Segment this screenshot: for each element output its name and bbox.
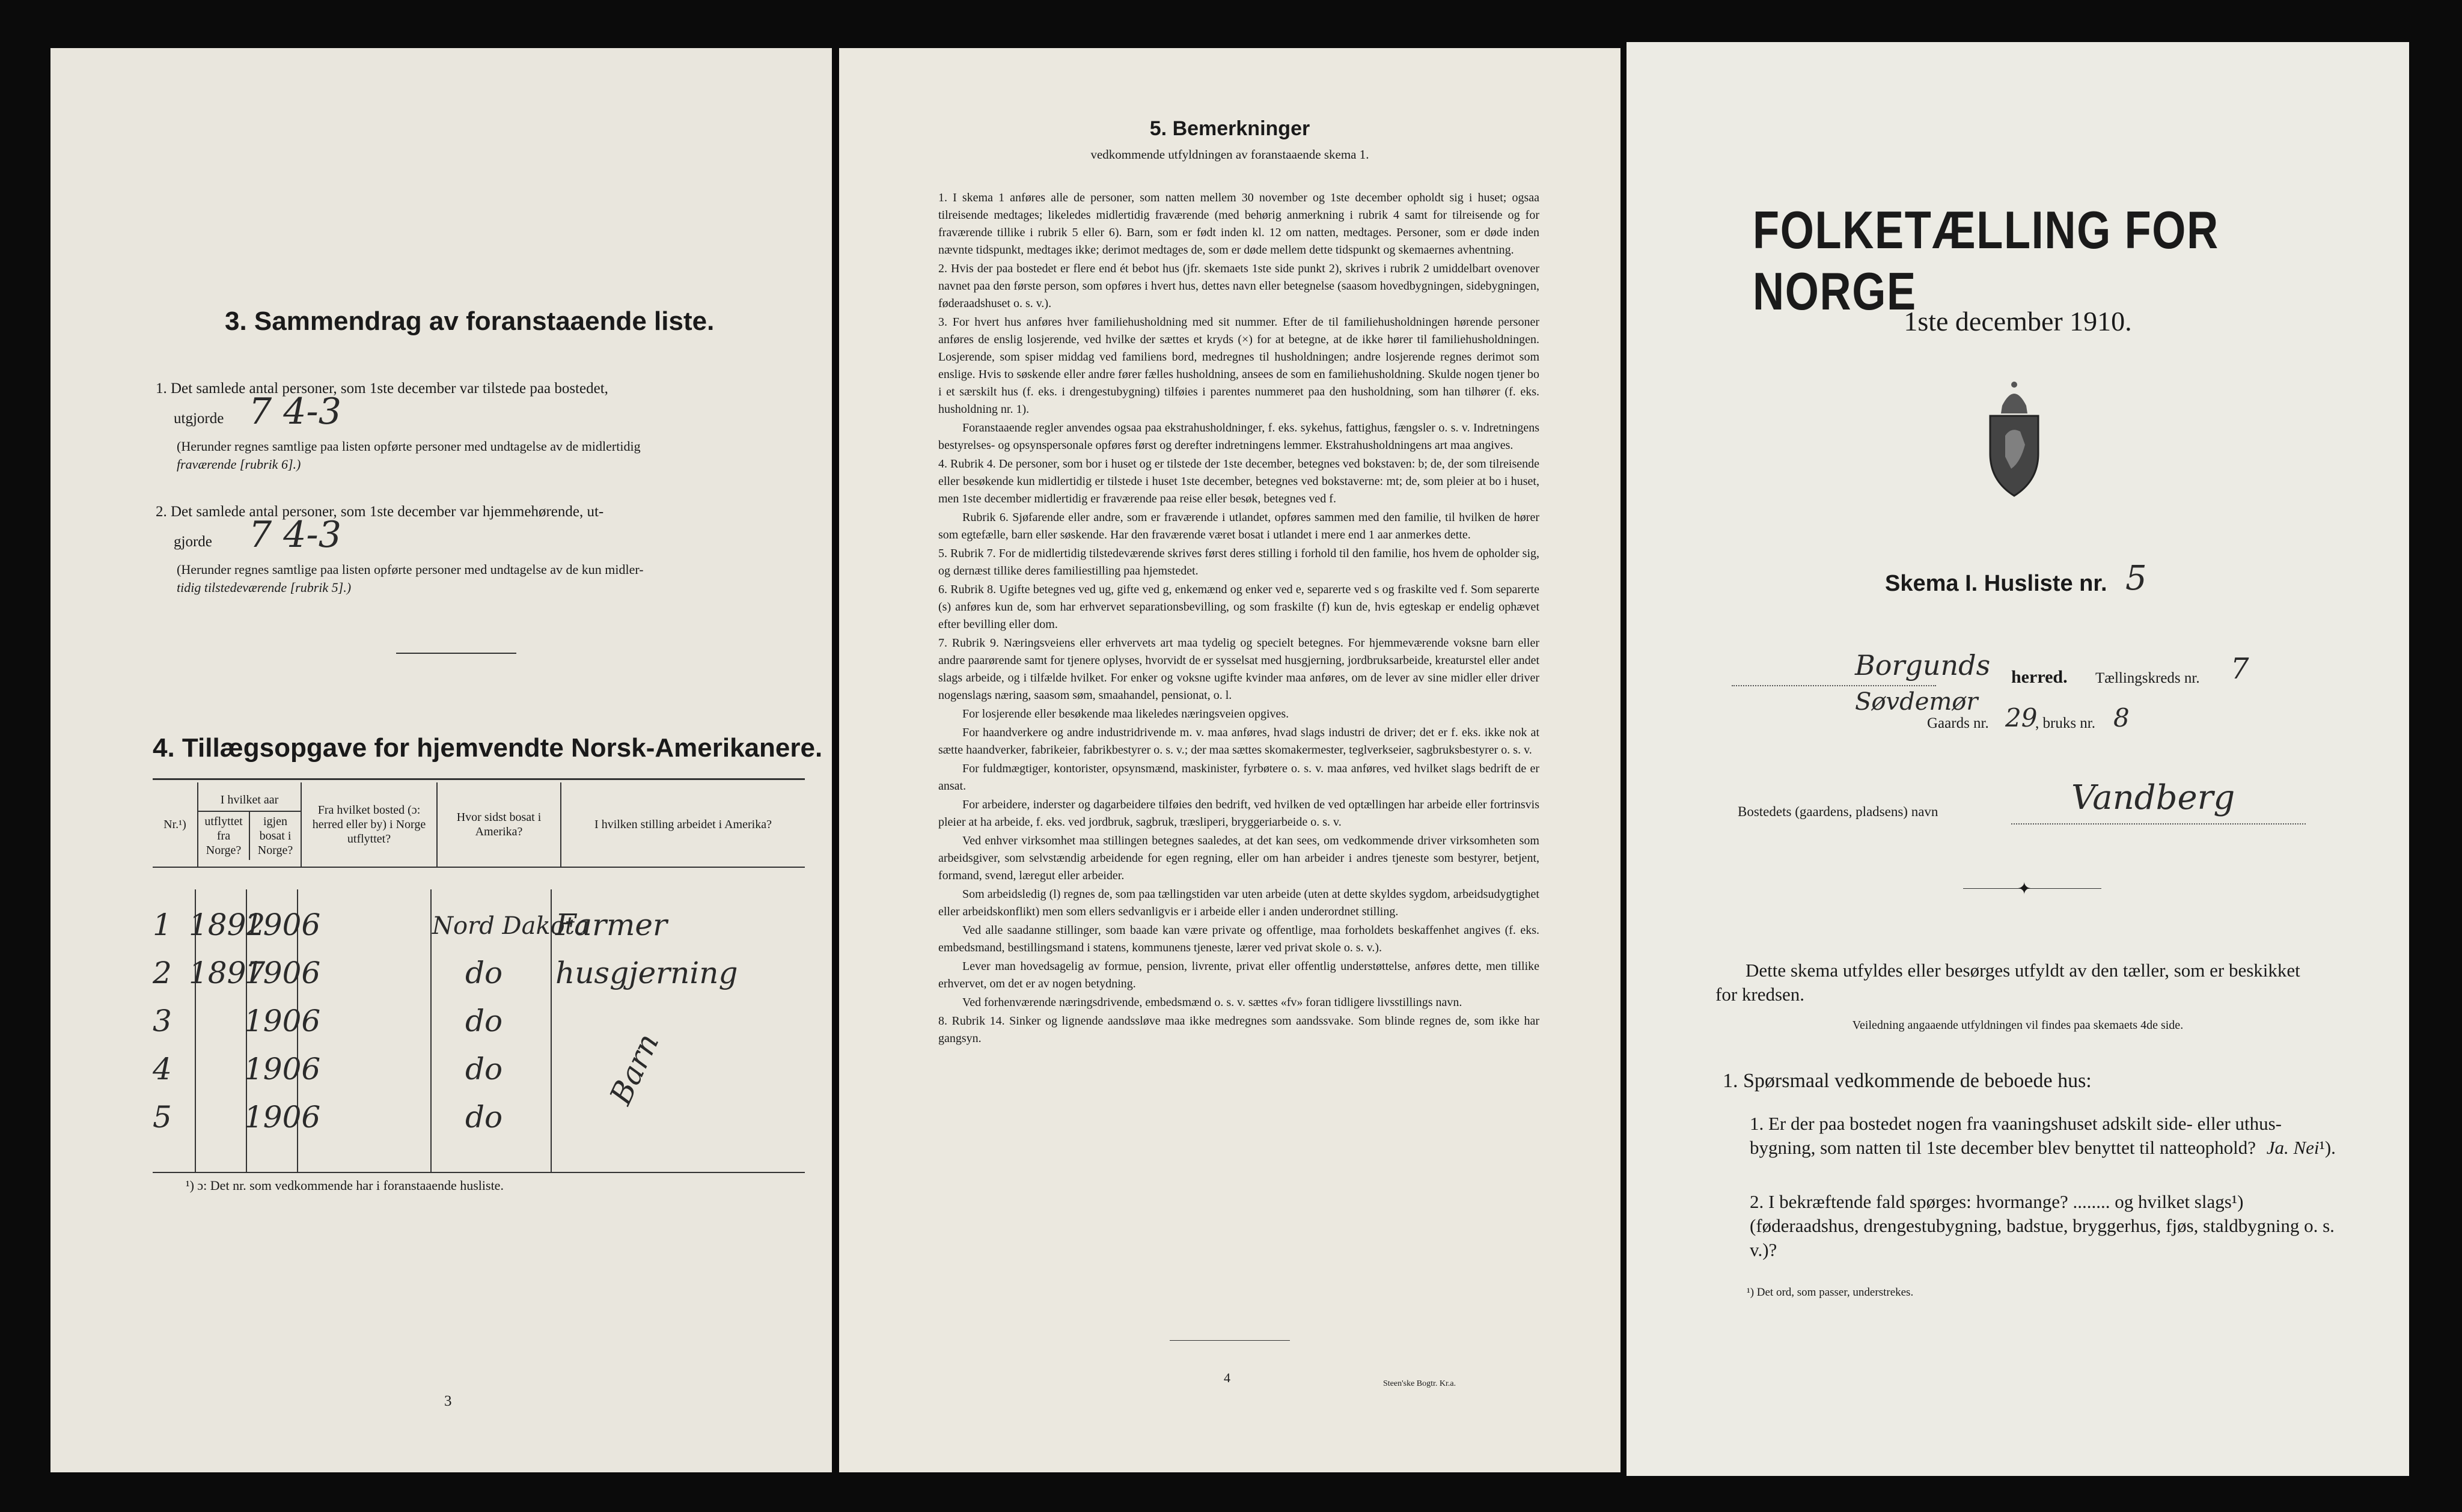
herred-label: herred. bbox=[2011, 667, 2068, 687]
guide-text: Veiledning angaaende utfyldningen vil findes paa skemaets 4de side. bbox=[1852, 1019, 2184, 1032]
bruks-value: 8 bbox=[2113, 703, 2130, 733]
right-page bbox=[1627, 42, 2409, 1476]
item1-line1: 1. Det samlede antal personer, som 1ste december var tilstede paa bostedet, bbox=[156, 380, 608, 397]
remark-paragraph: Rubrik 6. Sjøfarende eller andre, som er fraværende i utlandet, opføres sammen med den familie, til hvilken de hører som egtefælle, barn eller søskende. Har den fraværende været bosat i utlandet i mere end 1 aar anmerkes dette. bbox=[938, 511, 1539, 541]
remark-paragraph: For losjerende eller besøkende maa likeledes næringsveien opgives. bbox=[962, 707, 1289, 721]
item1-value: 7 4-3 bbox=[249, 391, 341, 433]
section3-title: 3. Sammendrag av foranstaaende liste. bbox=[225, 306, 715, 336]
col-back: igjen bosat i Norge? bbox=[249, 812, 301, 860]
row-where: do bbox=[465, 956, 503, 990]
col-year-group bbox=[198, 782, 301, 867]
gaards-label: Gaards nr. bbox=[1927, 715, 1989, 731]
question-1-text: 1. Er der paa bostedet nogen fra vaaningshuset adskilt side- eller uthus-bygning, som natten til 1ste december blev benyttet til natteophold? bbox=[1750, 1113, 2282, 1158]
page-number: 4 bbox=[1224, 1370, 1230, 1385]
divider bbox=[396, 653, 516, 654]
census-title: FOLKETÆLLING FOR NORGE bbox=[1753, 200, 2219, 321]
row-job: Barn bbox=[603, 1028, 666, 1110]
row-job: husgjerning bbox=[555, 956, 738, 990]
row-where: Nord Dakota bbox=[432, 912, 589, 940]
remark-paragraph: For fuldmægtiger, kontorister, opsynsmænd, maskinister, fyrbøtere o. s. v. maa anføres, ved hvilket slags bedrift de er ansat. bbox=[938, 762, 1539, 793]
printer-mark: Steen'ske Bogtr. Kr.a. bbox=[1383, 1379, 1456, 1388]
census-date: 1ste december 1910. bbox=[1904, 306, 2132, 337]
header-group: I hvilket aar bbox=[198, 789, 301, 812]
footnote: ¹) ɔ: Det nr. som vedkommende har i foranstaaende husliste. bbox=[186, 1178, 504, 1193]
remark-paragraph: 8. Rubrik 14. Sinker og lignende aandssløve maa ikke medregnes som aandssvake. Som blinde regnes de, som ikke har gangsyn. bbox=[938, 1014, 1539, 1045]
item2-line1: 2. Det samlede antal personer, som 1ste december var hjemmehørende, ut- bbox=[156, 504, 604, 520]
remark-paragraph: For arbeidere, inderster og dagarbeidere tilføies den bedrift, ved hvilken de ved optællingen har arbeide eller fortrinsvis pleier at ha arbeide, f. eks. ved jordbruk, sagbruk, træsliperi, bryggeriarbeide o. s. v. bbox=[938, 798, 1539, 829]
question-2: 2. I bekræftende fald spørges: hvormange? ........ og hvilket slags¹) (føderaadshus, drengestubygning, badstue, bryggerhus, fjøs, staldbygning o. s. v.)? bbox=[1750, 1191, 2335, 1260]
col-job: I hvilken stilling arbeidet i Amerika? bbox=[561, 782, 805, 867]
remark-paragraph: Ved forhenværende næringsdrivende, embedsmænd o. s. v. sættes «fv» foran tidligere livsstillings navn. bbox=[962, 996, 1462, 1009]
row-nr: 5 bbox=[153, 1100, 172, 1135]
row-back: 1906 bbox=[244, 956, 321, 990]
schema-nr: 5 bbox=[2125, 559, 2147, 598]
bruks-label: , bruks nr. bbox=[2035, 715, 2095, 731]
krets-label: Tællingskreds nr. bbox=[2095, 670, 2200, 686]
remark-paragraph: Foranstaaende regler anvendes ogsaa paa ekstrahusholdninger, f. eks. sykehus, fattighus, fængsler o. s. v. Indretningens bestyrelses- og opsynspersonale opføres først og derefter indretningens lemmer. Ekstrahusholdningens art maa angives. bbox=[938, 421, 1539, 452]
item2-note-b: tidig tilstedeværende [rubrik 5].) bbox=[177, 580, 352, 595]
remarks-body bbox=[938, 189, 1539, 1049]
row-nr: 3 bbox=[153, 1004, 172, 1038]
col-where: Hvor sidst bosat i Amerika? bbox=[437, 782, 561, 867]
middle-page bbox=[839, 48, 1620, 1472]
bosted-value: Vandberg bbox=[2071, 778, 2235, 817]
item2-value: 7 4-3 bbox=[249, 514, 341, 556]
row-back: 1906 bbox=[244, 907, 321, 942]
item1-note-b: fraværende [rubrik 6].) bbox=[177, 457, 301, 472]
remarks-title: 5. Bemerkninger bbox=[1149, 117, 1310, 140]
intro-text: Dette skema utfyldes eller besørges utfyldt av den tæller, som er beskikket for kredsen. bbox=[1715, 960, 2300, 1005]
table-body bbox=[153, 889, 805, 1172]
ornament-icon: ✦ bbox=[2017, 880, 2032, 898]
row-where: do bbox=[465, 1052, 503, 1087]
divider bbox=[1963, 888, 2101, 889]
row-nr: 1 bbox=[153, 907, 172, 942]
remark-paragraph: 4. Rubrik 4. De personer, som bor i huset og er tilstede der 1ste december, betegnes ved bokstaven: b; de, der som tilreisende eller besøkende kun midlertidig er tilstede i huset 1ste december, betegnes ved bokstaverne: mt; de, som pleier at bo i huset, men 1ste december midlertidig er fraværende paa reise eller besøk, betegnes ved f. bbox=[938, 457, 1539, 505]
remarks-subtitle: vedkommende utfyldningen av foranstaaende skema 1. bbox=[1090, 147, 1369, 162]
item1-prefix: utgjorde bbox=[174, 410, 224, 427]
col-nr: Nr.¹) bbox=[153, 782, 198, 867]
row-out: 1897 bbox=[189, 956, 266, 990]
row-back: 1906 bbox=[244, 1052, 321, 1087]
footnote: ¹) Det ord, som passer, understrekes. bbox=[1747, 1286, 1914, 1299]
col-out: utflyttet fra Norge? bbox=[204, 815, 243, 857]
remark-paragraph: 2. Hvis der paa bostedet er flere end ét bebot hus (jfr. skemaets 1ste side punkt 2), skrives i rubrik 2 umiddelbart ovenover navnet paa den første person, som opføres i hvert hus, dettes navn eller betegnelse (saasom hovedbygningen, sidebygningen, føderaadshuset o. s. v.). bbox=[938, 262, 1539, 310]
section4-title: 4. Tillægsopgave for hjemvendte Norsk-Amerikanere. bbox=[153, 733, 823, 763]
schema-label: Skema I. Husliste nr. bbox=[1885, 571, 2107, 596]
table-top-rule bbox=[153, 778, 805, 780]
remark-paragraph: 3. For hvert hus anføres hver familiehusholdning med sit nummer. Efter de til familiehusholdningen hørende personer anføres de enslig losjerende, ved hvilke der sættes et kryds (×) for at betegne, at de ikke hører til familiehusholdningen. Losjerende, som spiser middag ved familiens bord, medregnes til husholdningen; andre losjerende regnes derimot som enslige. Hvis to søskende eller andre fører fælles husholdning, ansees de som en familiehusholdning. Skulde nogen tjener bo i et særskilt hus (f. eks. i drengestubygning) tilføies i parentes nummeret paa den husholdning, som han tilhører (f. eks. husholdning nr. 1). bbox=[938, 316, 1539, 416]
krets-value: 7 bbox=[2231, 652, 2249, 686]
remark-paragraph: 5. Rubrik 7. For de midlertidig tilstedeværende skrives først deres stilling i forhold til den familie, hos hvem de opholder sig, og dernæst tillike deres familiestilling paa hjemstedet. bbox=[938, 547, 1539, 578]
remark-paragraph: 6. Rubrik 8. Ugifte betegnes ved ug, gifte ved g, enkemænd og enker ved e, separerte ved s og fraskilte ved f. Som separerte (s) anføres kun de, som har erhvervet separationsbevilling, og som fraskilte (f) kun de, hvis egteskap er endelig ophævet efter bevilling eller dom. bbox=[938, 583, 1539, 631]
remark-paragraph: 1. I skema 1 anføres alle de personer, som natten mellem 30 november og 1ste december opholdt sig i huset; ogsaa tilreisende medtages; likeledes midlertidig fraværende (med behørig anmerkning i rubrik 4 samt for tilreisende og for fraværende tillike i rubrik 5 eller 6). Barn, som er født inden kl. 12 om natten, medtages. Personer, som er døde inden nævnte tidspunkt, medtages ikke; derimot medtages de, som er døde mellem dette tidspunkt og skemaernes avhentning. bbox=[938, 191, 1539, 257]
row-nr: 2 bbox=[153, 956, 172, 990]
divider bbox=[1170, 1340, 1290, 1341]
remark-paragraph: For haandverkere og andre industridrivende m. v. maa anføres, hvad slags industri de driver; det er f. eks. ikke nok at sætte haandverker, fabrikeier, fabrikbestyrer o. s. v.; der maa sættes skomakermester, teglverkseier, sagbruksbestyrer o. s. v. bbox=[938, 726, 1539, 757]
remark-paragraph: 7. Rubrik 9. Næringsveiens eller erhvervets art maa tydelig og specielt betegnes. For hjemmeværende voksne barn eller andre paarørende samt for tjenere oplyses, hvorvidt de er sysselsat med husgjerning, jordbruksarbeide, kreaturstel eller andet slags arbeide, og i tilfælde hvilket. For enker og voksne ugifte kvinder maa anføres, om de lever av sine midler eller driver nogenslags næring, saasom søm, smaahandel, pensionat, o. l. bbox=[938, 636, 1539, 702]
page-number: 3 bbox=[444, 1393, 452, 1409]
item1-note-a: (Herunder regnes samtlige paa listen opførte personer med undtagelse av de midlertidig bbox=[177, 439, 641, 454]
row-where: do bbox=[465, 1004, 503, 1038]
americans-table bbox=[153, 782, 805, 868]
row-back: 1906 bbox=[244, 1100, 321, 1135]
remark-paragraph: Lever man hovedsagelig av formue, pension, livrente, privat eller offentlig understøttelse, anføres dette, men tillike erhvervet, om det er av nogen betydning. bbox=[938, 960, 1539, 990]
row-back: 1906 bbox=[244, 1004, 321, 1038]
row-nr: 4 bbox=[153, 1052, 172, 1087]
item2-prefix: gjorde bbox=[174, 534, 212, 550]
remark-paragraph: Som arbeidsledig (l) regnes de, som paa tællingstiden var uten arbeide (uten at dette skyldes sygdom, arbeidsudygtighet eller arbeidskonflikt) men som ellers sedvanligvis er i arbeide eller i anden underordnet stilling. bbox=[938, 888, 1539, 918]
questions-heading: 1. Spørsmaal vedkommende de beboede hus: bbox=[1723, 1070, 2092, 1092]
row-out: 1892 bbox=[189, 907, 266, 942]
question-1: 1. Er der paa bostedet nogen fra vaaningshuset adskilt side- eller uthus-bygning, som natten til 1ste december blev benyttet til natteophold? Ja. Nei¹). bbox=[1750, 1113, 2336, 1158]
bosted-label: Bostedets (gaardens, pladsens) navn bbox=[1738, 804, 1938, 819]
col-from: Fra hvilket bosted (ɔ: herred eller by) i Norge utflyttet? bbox=[301, 782, 437, 867]
coat-of-arms-icon bbox=[1978, 379, 2050, 499]
herred-value: Borgunds bbox=[1855, 649, 1991, 681]
row-job: Farmer bbox=[555, 907, 667, 942]
row-where: do bbox=[465, 1100, 503, 1135]
remark-paragraph: Ved alle saadanne stillinger, som baade kan være private og offentlige, maa forholdets beskaffenhet angives (f. eks. embedsmand, bestillingsmand i statens, kommunens tjeneste, lærer ved privat skole o. s. v.). bbox=[938, 924, 1539, 954]
item2-note-a: (Herunder regnes samtlige paa listen opførte personer med undtagelse av de kun midler- bbox=[177, 562, 644, 577]
left-page bbox=[50, 48, 832, 1472]
place-value: Søvdemør bbox=[1855, 688, 1978, 716]
question-1-answer: Ja. Nei bbox=[2266, 1137, 2320, 1158]
table-header-row bbox=[153, 782, 805, 867]
remark-paragraph: Ved enhver virksomhet maa stillingen betegnes saaledes, at det kan sees, om vedkommende driver virksomheten som arbeidsgiver, som selvstændig arbeidende for egen regning, eller om han arbeider i andres tjeneste som bestyrer, betjent, formand, svend, læregut eller arbeider. bbox=[938, 834, 1539, 882]
gaards-value: 29 bbox=[2005, 703, 2038, 733]
